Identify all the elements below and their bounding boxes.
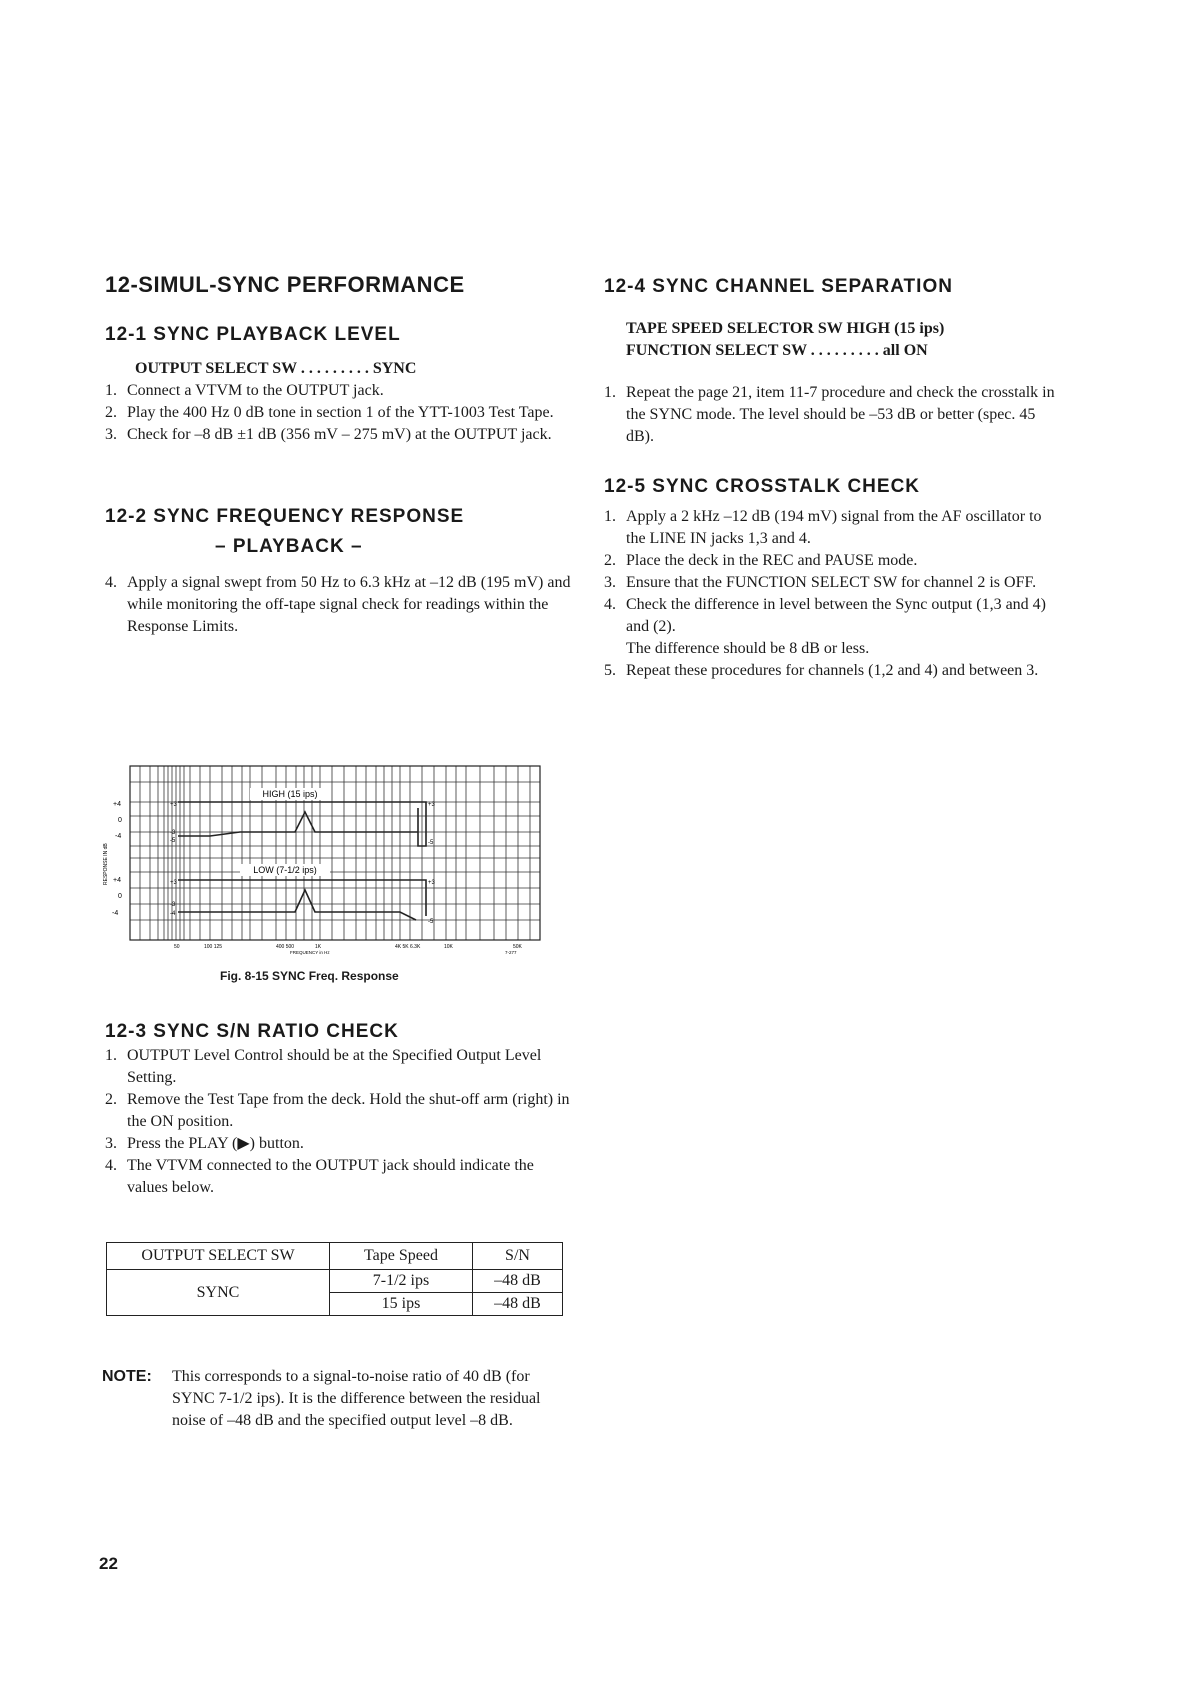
section-12-title: 12-SIMUL-SYNC PERFORMANCE [105,272,465,297]
section-12-3-title: 12-3 SYNC S/N RATIO CHECK [105,1021,399,1042]
y-axis-label: RESPONSE IN dB [103,843,109,885]
sn-table [106,1242,563,1316]
inner-tick: -3 [170,902,176,908]
select-cell: SYNC [107,1270,330,1316]
y-tick: -4 [115,833,122,840]
y-tick: 0 [118,817,122,824]
sync-freq-response-chart [100,760,550,970]
step-4-extra: The difference should be 8 dB or less. [626,640,870,657]
x-tick: 50 [174,944,180,950]
section-12-1-title: 12-1 SYNC PLAYBACK LEVEL [105,324,401,345]
high-label: HIGH (15 ips) [262,789,318,799]
right-tick: +3 [428,880,435,886]
list-item: 1. OUTPUT Level Control should be at the Specified Output Level Setting. [105,1047,542,1086]
section-12-3-steps [105,1045,575,1199]
chart-grid [130,766,540,940]
tape-speed-setting: TAPE SPEED SELECTOR SW HIGH (15 ips) [626,320,945,337]
list-item: 4. Check the difference in level between the Sync output (1,3 and 4) and (2). The difference should be 8 dB or less. [604,594,1059,660]
output-select-setting: OUTPUT SELECT SW . . . . . . . . . SYNC [135,360,417,377]
y-tick: +4 [113,801,121,808]
high-lower-limit [178,812,418,836]
list-item: 1. Repeat the page 21, item 11-7 procedure and check the crosstalk in the SYNC mode. The level should be –53 dB or better (spec. 45 dB). [604,384,1055,445]
sn-cell: –48 dB [473,1293,563,1316]
x-tick: 10K [444,944,453,950]
list-item: 1. Connect a VTVM to the OUTPUT jack. [105,382,384,399]
list-item: 3. Ensure that the FUNCTION SELECT SW for channel 2 is OFF. [604,574,1037,591]
inner-tick: -4 [170,911,176,917]
right-tick: -5 [428,840,434,846]
list-item: 3. Check for –8 dB ±1 dB (356 mV – 275 mV) at the OUTPUT jack. [105,426,552,443]
header-cell: S/N [473,1243,563,1270]
figure-code: 7-277 [505,950,517,955]
list-item: 2. Play the 400 Hz 0 dB tone in section 1 of the YTT-1003 Test Tape. [105,404,554,421]
inner-tick: -5 [170,838,176,844]
x-tick: 4K 5K 6.3K [395,944,421,950]
y-tick: -4 [112,910,119,917]
header-cell: OUTPUT SELECT SW [107,1243,330,1270]
inner-tick: -3 [170,830,176,836]
section-12-2-subtitle: – PLAYBACK – [215,536,363,557]
list-item: 2. Remove the Test Tape from the deck. Hold the shut-off arm (right) in the ON position. [105,1091,570,1130]
note-block [102,1366,572,1432]
section-12-2-steps [105,572,575,638]
y-tick: 0 [118,893,122,900]
sn-cell: –48 dB [473,1270,563,1293]
right-tick: +3 [428,802,435,808]
list-item: 3. Press the PLAY (▶) button. [105,1135,304,1152]
x-axis-label: FREQUENCY in Hz [290,950,330,955]
low-lower-limit [178,890,416,920]
speed-cell: 7-1/2 ips [330,1270,473,1293]
right-column [604,276,1059,682]
page-number: 22 [99,1554,118,1573]
section-12-2-title: 12-2 SYNC FREQUENCY RESPONSE [105,506,465,527]
x-tick: 1K [315,944,322,950]
low-label: LOW (7-1/2 ips) [253,865,317,875]
chart-border [130,766,540,940]
function-select-setting: FUNCTION SELECT SW . . . . . . . . . all ON [626,342,928,359]
figure-caption: Fig. 8-15 SYNC Freq. Response [220,969,399,983]
y-tick: +4 [113,877,121,884]
x-tick: 400 500 [276,944,295,950]
inner-tick: +3 [170,880,177,886]
section-12-4-steps [604,382,1059,448]
x-tick: 100 125 [204,944,223,950]
section-12-5-steps [604,506,1059,682]
section-12-1-steps [105,380,575,446]
list-item: 1. Apply a 2 kHz –12 dB (194 mV) signal from the AF oscillator to the LINE IN jacks 1,3 and 4. [604,508,1042,547]
right-tick: -5 [428,919,434,925]
list-item: 4. The VTVM connected to the OUTPUT jack should indicate the values below. [105,1157,534,1196]
left-column [105,272,575,638]
section-12-4-title: 12-4 SYNC CHANNEL SEPARATION [604,276,953,297]
header-cell: Tape Speed [330,1243,473,1270]
x-tick: 50K [513,944,522,950]
section-12-3 [105,1021,575,1199]
note-label: NOTE: [102,1368,152,1385]
inner-tick: +3 [170,802,177,808]
list-item: 4. Apply a signal swept from 50 Hz to 6.3 kHz at –12 dB (195 mV) and while monitoring the off-tape signal check for readings within the Response Limits. [105,574,571,635]
speed-cell: 15 ips [330,1293,473,1316]
section-12-5-title: 12-5 SYNC CROSSTALK CHECK [604,476,921,497]
list-item: 5. Repeat these procedures for channels (1,2 and 4) and between 3. [604,662,1039,679]
note-text: This corresponds to a signal-to-noise ratio of 40 dB (for SYNC 7-1/2 ips). It is the difference between the residual noise of –48 dB and the specified output level –8 dB. [172,1368,541,1429]
high-upper-limit [178,802,426,846]
list-item: 2. Place the deck in the REC and PAUSE mode. [604,552,918,569]
